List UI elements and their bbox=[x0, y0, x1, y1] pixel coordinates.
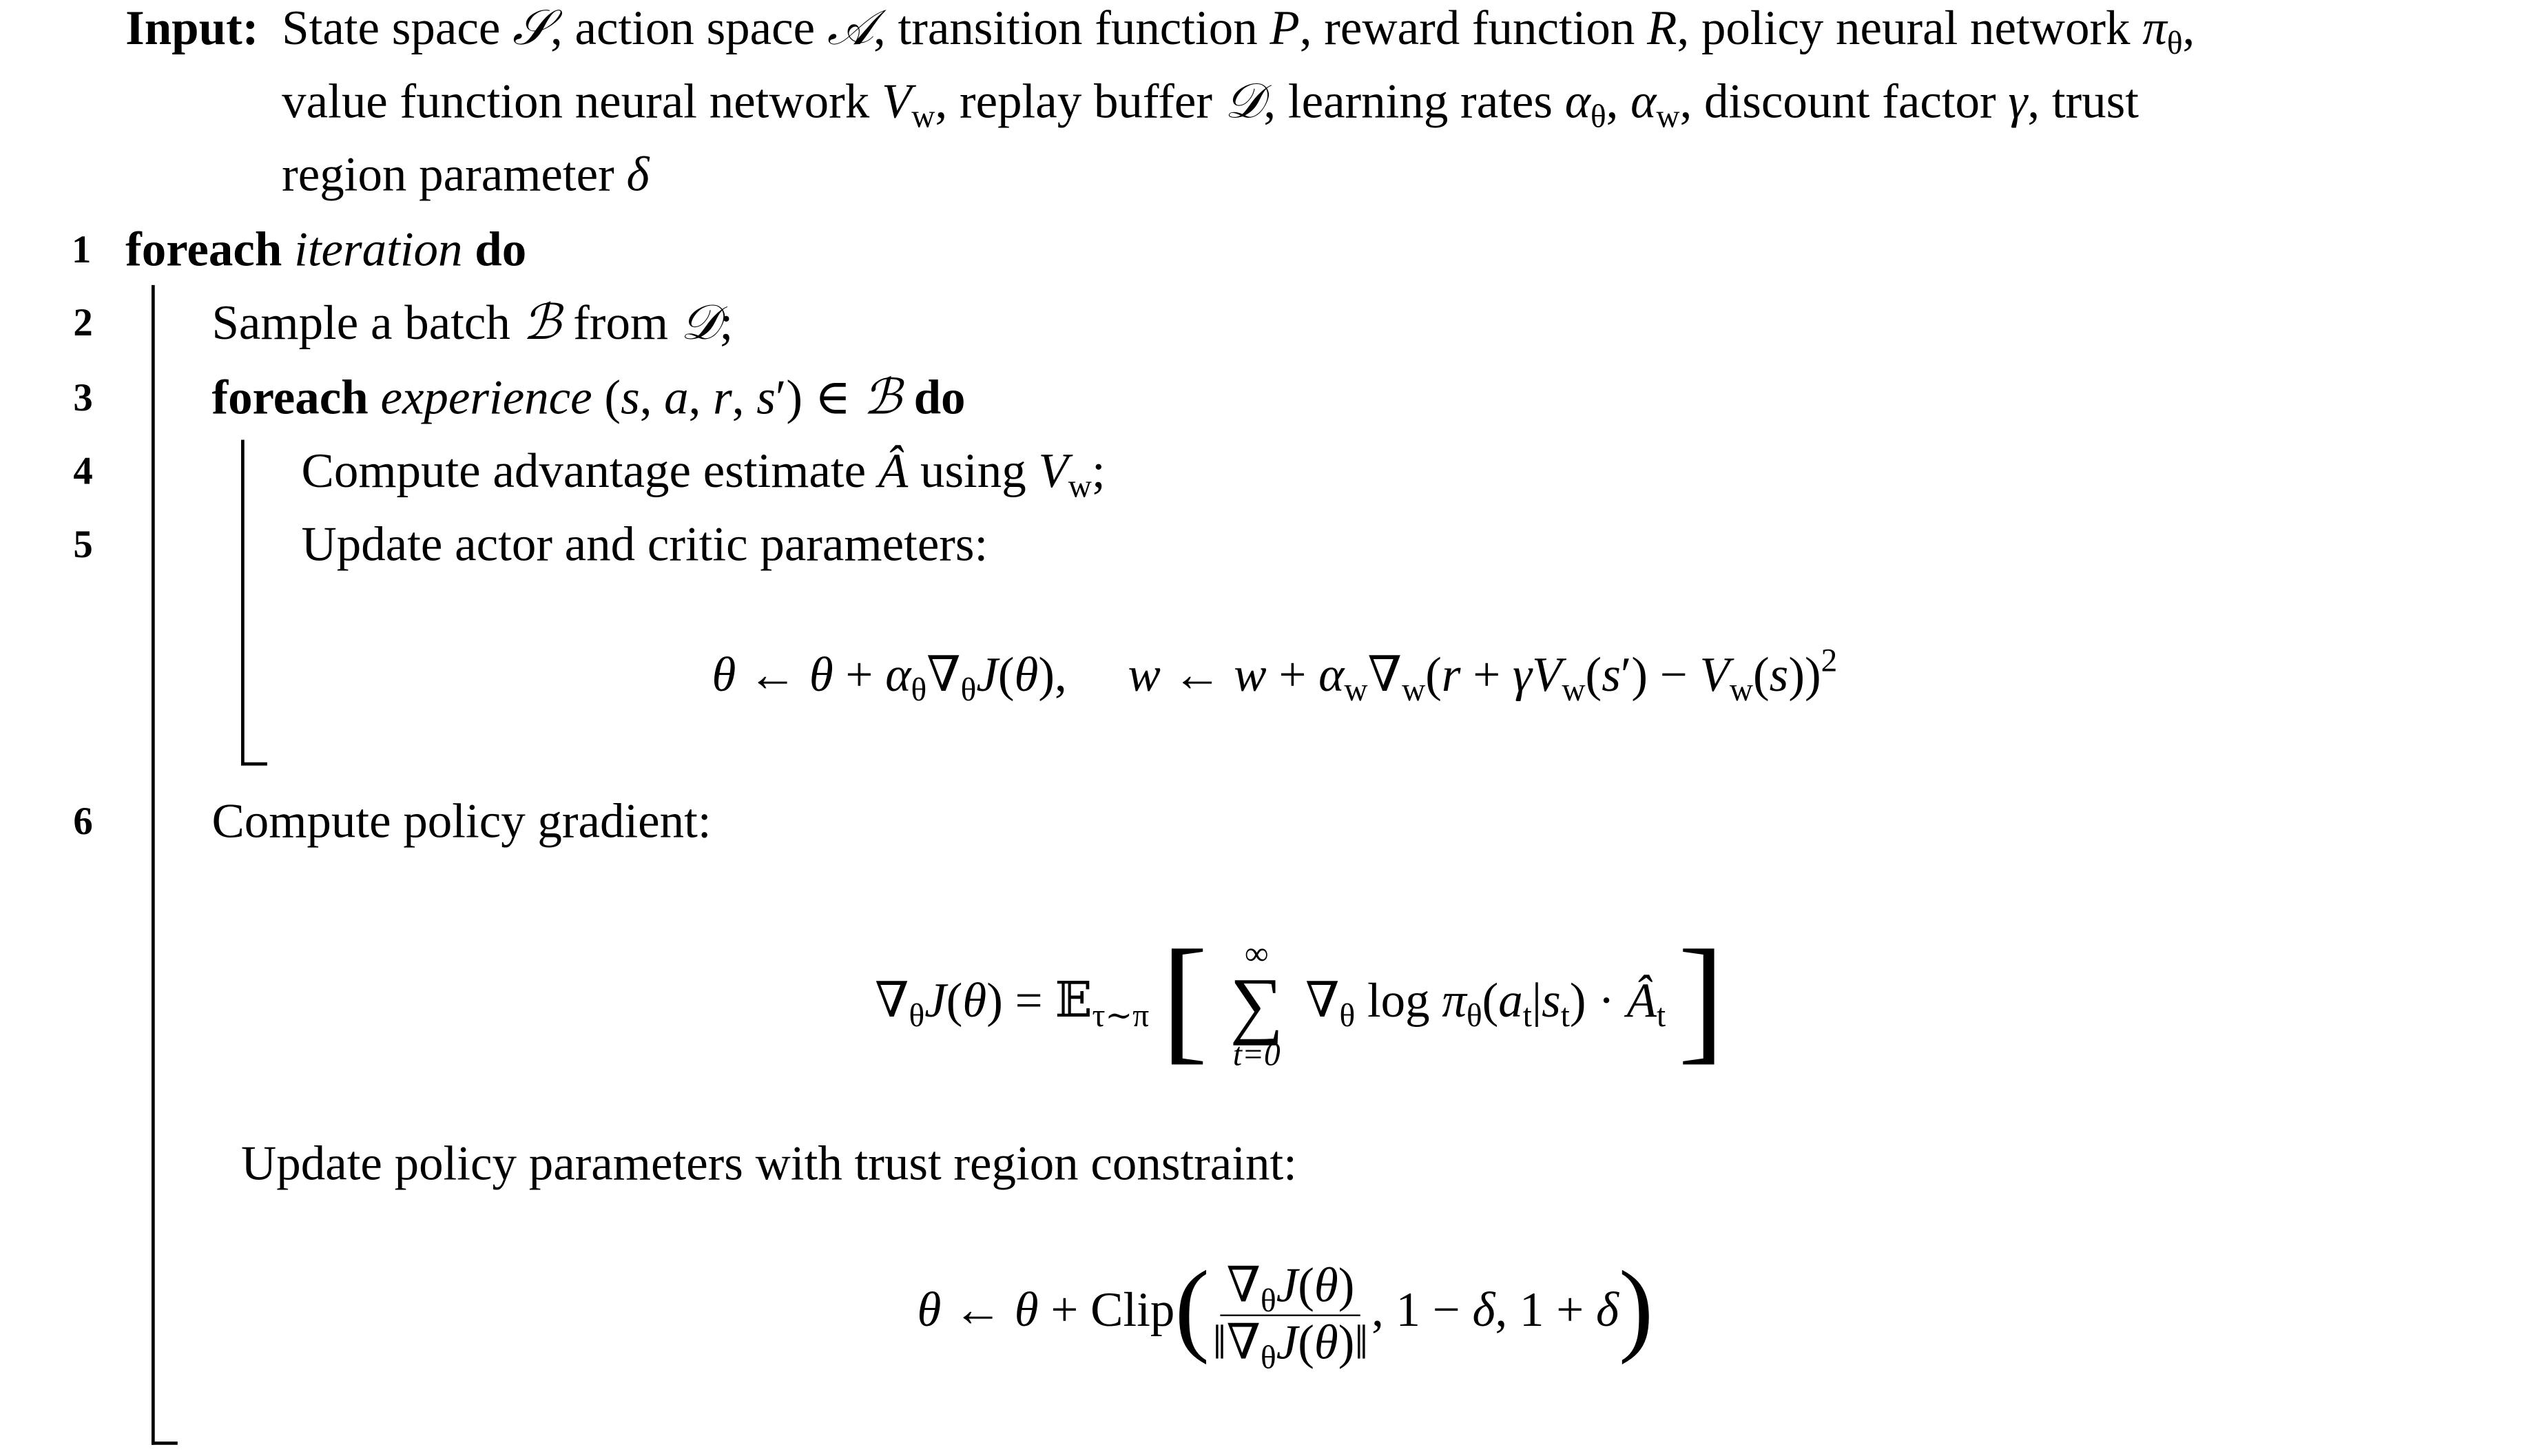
text-segment: 𝒮 bbox=[512, 1, 551, 56]
line-update-policy-trust-region bbox=[241, 1135, 1297, 1194]
equation-actor-critic-update bbox=[712, 643, 1838, 709]
text-segment: ∇ bbox=[1305, 974, 1340, 1028]
text-segment: θ bbox=[1014, 1283, 1039, 1338]
text-segment: Sample a batch bbox=[211, 296, 523, 351]
text-segment: + bbox=[1266, 648, 1319, 703]
text-segment: ′) − bbox=[1620, 648, 1700, 703]
text-segment: , bbox=[688, 371, 714, 426]
text-segment bbox=[1067, 648, 1128, 702]
text-segment: using bbox=[908, 444, 1039, 499]
text-segment: , discount factor bbox=[1679, 74, 2009, 129]
line-compute-policy-gradient bbox=[211, 793, 711, 852]
text-segment: w bbox=[1729, 672, 1754, 709]
text-segment: J bbox=[1276, 1258, 1298, 1313]
text-segment: γ bbox=[2008, 74, 2028, 129]
text-segment: , reward function bbox=[1299, 1, 1648, 56]
text-segment: State space bbox=[282, 1, 513, 56]
text-segment: s bbox=[1769, 648, 1789, 703]
text-segment: region parameter bbox=[282, 148, 627, 202]
fraction-numerator bbox=[1220, 1258, 1361, 1319]
text-segment: , bbox=[732, 371, 757, 426]
text-segment: 𝒜 bbox=[827, 1, 874, 56]
text-segment: w bbox=[1068, 469, 1092, 506]
text-segment: α bbox=[885, 648, 911, 703]
text-segment: 𝒟 bbox=[1224, 74, 1264, 129]
line-number: 4 bbox=[73, 451, 93, 494]
line-foreach-iteration bbox=[125, 222, 526, 280]
sum-lower: t=0 bbox=[1232, 1037, 1281, 1074]
text-segment: θ bbox=[1014, 648, 1039, 703]
text-segment: ℬ bbox=[522, 296, 561, 351]
input-line-3 bbox=[282, 147, 649, 205]
text-segment: do bbox=[913, 371, 966, 426]
text-segment: foreach bbox=[125, 223, 282, 278]
right-bracket: ] bbox=[1677, 920, 1725, 1077]
text-segment: ℬ bbox=[863, 371, 902, 426]
text-segment bbox=[463, 223, 475, 277]
text-segment: ( bbox=[997, 648, 1015, 703]
text-segment: θ bbox=[917, 1283, 942, 1338]
text-segment: ← bbox=[941, 1283, 1015, 1338]
text-segment: ; bbox=[719, 296, 734, 351]
clip-lhs bbox=[917, 1284, 1174, 1338]
text-segment: , policy neural network bbox=[1677, 1, 2143, 56]
text-segment: value function neural network bbox=[282, 74, 882, 129]
text-segment: s bbox=[1602, 648, 1621, 703]
text-segment: w bbox=[1562, 672, 1586, 709]
line-number: 3 bbox=[73, 377, 93, 421]
text-segment: ( bbox=[1298, 1315, 1314, 1370]
text-segment: , replay buffer bbox=[935, 74, 1225, 129]
inner-block-bar bbox=[241, 440, 267, 766]
text-segment: V bbox=[881, 74, 912, 129]
text-segment: δ bbox=[1595, 1283, 1619, 1338]
text-segment: 𝒟 bbox=[680, 296, 720, 351]
line-number: 6 bbox=[73, 801, 93, 844]
equation-policy-gradient bbox=[875, 920, 1725, 1083]
text-segment: τ∼π bbox=[1092, 998, 1150, 1034]
text-segment bbox=[902, 371, 914, 425]
text-segment: , bbox=[639, 371, 665, 426]
text-segment: 𝔼 bbox=[1055, 974, 1092, 1028]
text-segment: J bbox=[924, 974, 946, 1028]
clip-rhs bbox=[1371, 1284, 1619, 1338]
text-segment: do bbox=[475, 223, 527, 278]
fraction-denominator bbox=[1212, 1315, 1369, 1376]
equation-clip-update bbox=[917, 1238, 1653, 1384]
text-segment: ( bbox=[1585, 648, 1602, 703]
input-line-1 bbox=[282, 0, 2195, 62]
text-segment: foreach bbox=[211, 371, 369, 426]
text-segment: ) ∈ bbox=[786, 371, 864, 426]
text-segment: ∇ bbox=[1367, 648, 1402, 703]
summation bbox=[1230, 937, 1284, 1074]
text-segment: w bbox=[1402, 672, 1426, 709]
line-number: 5 bbox=[73, 524, 93, 568]
outer-block-bar bbox=[152, 285, 178, 1445]
text-segment: ( bbox=[1425, 648, 1442, 703]
left-bracket: [ bbox=[1161, 920, 1208, 1077]
line-foreach-experience bbox=[211, 370, 965, 428]
text-segment: P bbox=[1270, 1, 1300, 56]
text-segment: θ bbox=[1466, 998, 1482, 1034]
text-segment: w bbox=[1344, 672, 1368, 709]
text-segment: ( bbox=[1482, 974, 1499, 1028]
text-segment: θ bbox=[1590, 99, 1606, 136]
text-segment: )‖ bbox=[1338, 1315, 1369, 1370]
text-segment: θ bbox=[1314, 1258, 1338, 1313]
text-segment: θ bbox=[960, 672, 977, 709]
text-segment: θ bbox=[1314, 1315, 1338, 1370]
text-segment: , action space bbox=[550, 1, 827, 56]
text-segment: + bbox=[833, 648, 886, 703]
text-segment: , bbox=[2182, 1, 2195, 56]
text-segment: s bbox=[621, 371, 640, 426]
text-segment: ∇ bbox=[1226, 1258, 1261, 1313]
text-segment: , 1 + bbox=[1495, 1283, 1596, 1338]
text-segment: iteration bbox=[294, 223, 463, 278]
text-segment: V bbox=[1699, 648, 1730, 703]
text-segment: w bbox=[1656, 99, 1680, 136]
text-segment: R bbox=[1647, 1, 1677, 56]
text-segment: r bbox=[1441, 648, 1461, 703]
line-number: 2 bbox=[73, 302, 93, 346]
line-update-actor-critic bbox=[302, 517, 988, 575]
text-segment: π bbox=[2142, 1, 2167, 56]
input-line-2 bbox=[282, 73, 2139, 136]
text-segment: θ bbox=[1339, 998, 1356, 1034]
text-segment: θ bbox=[962, 974, 987, 1028]
text-segment bbox=[282, 223, 294, 277]
text-segment: w bbox=[1234, 648, 1267, 703]
text-segment: α bbox=[1630, 74, 1657, 129]
text-segment: Â bbox=[878, 444, 909, 499]
text-segment: ) · bbox=[1569, 974, 1627, 1028]
text-segment: π bbox=[1442, 974, 1467, 1028]
text-segment: log bbox=[1355, 974, 1442, 1028]
text-segment: ) bbox=[1338, 1258, 1355, 1313]
text-segment: , trust bbox=[2027, 74, 2139, 129]
input-label-line bbox=[125, 0, 258, 59]
text-segment: θ bbox=[909, 998, 925, 1034]
text-segment: θ bbox=[1261, 1282, 1276, 1319]
text-segment: Compute policy gradient: bbox=[211, 795, 712, 849]
text-segment: , bbox=[1606, 74, 1631, 129]
line-sample-batch bbox=[211, 295, 733, 353]
pg-rhs bbox=[1305, 974, 1666, 1034]
text-segment bbox=[369, 371, 381, 425]
text-segment: θ bbox=[712, 648, 736, 703]
text-segment: from bbox=[561, 296, 681, 351]
text-segment: ∇ bbox=[875, 974, 909, 1028]
text-segment: )) bbox=[1788, 648, 1821, 703]
text-segment: ; bbox=[1091, 444, 1106, 499]
line-compute-advantage bbox=[301, 443, 1106, 506]
text-segment: t bbox=[1560, 998, 1570, 1034]
text-segment: t bbox=[1657, 998, 1666, 1034]
text-segment: γV bbox=[1513, 648, 1562, 703]
text-segment: ← bbox=[1160, 648, 1234, 703]
text-segment: t bbox=[1522, 998, 1532, 1034]
sum-symbol: ∑ bbox=[1230, 962, 1284, 1046]
text-segment: a bbox=[1498, 974, 1523, 1028]
text-segment: ( bbox=[1753, 648, 1770, 703]
text-segment: J bbox=[976, 648, 998, 703]
text-segment: Â bbox=[1626, 974, 1657, 1028]
text-segment: ← bbox=[736, 648, 809, 703]
text-segment: ′ bbox=[775, 371, 787, 426]
fraction bbox=[1212, 1258, 1369, 1376]
text-segment: r bbox=[713, 371, 732, 426]
text-segment: ∇ bbox=[926, 648, 961, 703]
text-segment: α bbox=[1318, 648, 1345, 703]
text-segment: 2 bbox=[1821, 643, 1838, 680]
text-segment: ( bbox=[946, 974, 963, 1028]
text-segment: | bbox=[1531, 974, 1542, 1028]
text-segment: θ bbox=[911, 672, 927, 709]
text-segment: , 1 − bbox=[1371, 1283, 1473, 1338]
text-segment: , transition function bbox=[873, 1, 1270, 56]
text-segment: J bbox=[1276, 1315, 1298, 1370]
text-segment: θ bbox=[1261, 1340, 1276, 1376]
text-segment: + Clip bbox=[1038, 1283, 1175, 1338]
text-segment: experience bbox=[380, 371, 592, 426]
text-segment: θ bbox=[2166, 25, 2183, 62]
text-segment: δ bbox=[626, 148, 650, 202]
text-segment: V bbox=[1038, 444, 1068, 499]
text-segment: s bbox=[756, 371, 776, 426]
text-segment: , learning rates bbox=[1263, 74, 1565, 129]
text-segment: a bbox=[664, 371, 689, 426]
text-segment: ( bbox=[592, 371, 621, 426]
text-segment: Compute advantage estimate bbox=[301, 444, 878, 499]
text-segment: θ bbox=[809, 648, 833, 703]
input-label: Input: bbox=[125, 1, 259, 56]
text-segment: ), bbox=[1038, 648, 1067, 703]
text-segment: Update actor and critic parameters: bbox=[301, 518, 988, 572]
text-segment: w bbox=[1128, 648, 1161, 703]
text-segment: + bbox=[1460, 648, 1513, 703]
pg-lhs bbox=[875, 974, 1150, 1034]
left-paren: ( bbox=[1174, 1249, 1210, 1366]
text-segment: ) = bbox=[986, 974, 1055, 1028]
text-segment: ‖∇ bbox=[1212, 1315, 1261, 1370]
text-segment: ( bbox=[1298, 1258, 1314, 1313]
text-segment: s bbox=[1542, 974, 1561, 1028]
text-segment: w bbox=[911, 99, 935, 136]
line-number: 1 bbox=[72, 229, 92, 272]
text-segment: δ bbox=[1472, 1283, 1495, 1338]
right-paren: ) bbox=[1618, 1249, 1654, 1366]
text-segment: Update policy parameters with trust region constraint: bbox=[241, 1136, 1297, 1191]
sum-upper: ∞ bbox=[1245, 937, 1269, 973]
text-segment: α bbox=[1564, 74, 1591, 129]
